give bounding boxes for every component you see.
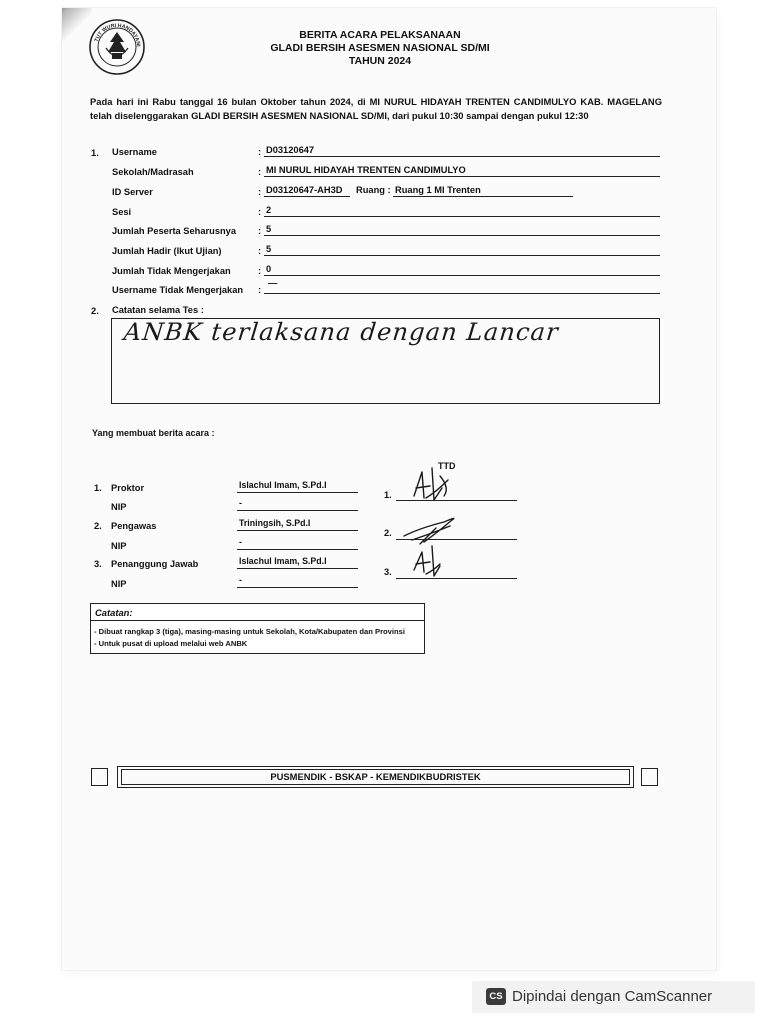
signatory-2-nip-label: NIP — [111, 541, 127, 551]
underline — [264, 293, 660, 294]
colon: : — [258, 206, 262, 217]
field-label-ruang: Ruang : — [356, 185, 391, 195]
signatory-2-name: Triningsih, S.Pd.I — [239, 518, 311, 528]
signatory-2-number: 2. — [94, 521, 102, 531]
colon: : — [258, 146, 262, 157]
signatory-1-nip: - — [239, 498, 242, 508]
underline — [237, 510, 358, 511]
underline — [393, 196, 573, 197]
document-page — [62, 8, 716, 970]
field-value-tidak-mengerjakan: 0 — [266, 264, 272, 274]
colon: : — [258, 225, 262, 236]
field-value-hadir: 5 — [266, 244, 272, 254]
colon: : — [258, 284, 262, 295]
catatan-item-2: - Untuk pusat di upload melalui web ANBK — [94, 639, 248, 648]
signature-1-number: 1. — [384, 490, 392, 500]
signature-2-number: 2. — [384, 528, 392, 538]
field-label-peserta: Jumlah Peserta Seharusnya — [112, 226, 237, 236]
signatory-1-nip-label: NIP — [111, 502, 127, 512]
footer-right-square — [641, 768, 658, 786]
signatory-1-name: Islachul Imam, S.Pd.I — [239, 480, 327, 490]
field-label-username: Username — [112, 147, 157, 157]
camscanner-icon: CS — [486, 988, 506, 1005]
field-label-sekolah: Sekolah/Madrasah — [112, 167, 194, 177]
catatan-box — [90, 603, 425, 654]
signatory-3-role: Penanggung Jawab — [111, 559, 199, 569]
footer-text: PUSMENDIK - BSKAP - KEMENDIKBUDRISTEK — [121, 769, 630, 785]
title-line-1: BERITA ACARA PELAKSANAAN — [299, 29, 461, 41]
catatan-title: Catatan: — [91, 604, 424, 621]
field-label-tidak-mengerjakan: Jumlah Tidak Mengerjakan — [112, 266, 231, 276]
svg-text:TUT WURI HANDAYANI: TUT WURI HANDAYANI — [93, 22, 142, 47]
underline — [264, 176, 660, 177]
underline — [264, 235, 660, 236]
signatory-3-nip-label: NIP — [111, 579, 127, 589]
handwritten-signatures — [400, 458, 470, 588]
signatory-3-nip: - — [239, 575, 242, 585]
field-label-sesi: Sesi — [112, 207, 132, 217]
colon: : — [258, 166, 262, 177]
section-1-number: 1. — [91, 147, 99, 158]
camscanner-text: Dipindai dengan CamScanner — [512, 988, 713, 1005]
field-value-username: D03120647 — [266, 145, 315, 155]
underline — [264, 216, 660, 217]
underline — [264, 275, 660, 276]
underline — [264, 255, 660, 256]
colon: : — [258, 186, 262, 197]
underline — [237, 587, 358, 588]
field-value-ruang: Ruang 1 MI Trenten — [395, 185, 481, 195]
signatory-1-role: Proktor — [111, 483, 145, 493]
document-title — [220, 29, 540, 68]
ttd-label: TTD — [438, 461, 456, 471]
underline — [237, 549, 358, 550]
field-value-peserta: 5 — [266, 224, 272, 234]
field-label-id-server: ID Server — [112, 187, 153, 197]
field-label-hadir: Jumlah Hadir (Ikut Ujian) — [112, 246, 222, 256]
signatory-3-name: Islachul Imam, S.Pd.I — [239, 556, 327, 566]
section-2-label: Catatan selama Tes : — [112, 305, 204, 315]
colon: : — [258, 265, 262, 276]
underline — [237, 530, 358, 531]
title-line-3: TAHUN 2024 — [348, 55, 412, 67]
signatories-heading: Yang membuat berita acara : — [92, 428, 215, 438]
underline — [264, 156, 660, 157]
signatory-3-number: 3. — [94, 559, 102, 569]
tut-wuri-handayani-logo — [88, 18, 146, 76]
footer-left-square — [91, 768, 108, 786]
section-2-number: 2. — [91, 305, 99, 316]
signature-3-number: 3. — [384, 567, 392, 577]
handwritten-note: ANBK terlaksana dengan Lancar — [122, 318, 561, 346]
underline — [237, 568, 358, 569]
field-value-username-tidak: — — [268, 278, 278, 288]
footer-bar — [117, 766, 634, 788]
title-line-2: GLADI BERSIH ASESMEN NASIONAL SD/MI — [270, 42, 490, 54]
signatory-2-nip: - — [239, 537, 242, 547]
intro-paragraph: Pada hari ini Rabu tanggal 16 bulan Oktober tahun 2024, di MI NURUL HIDAYAH TRENTEN CANDIMULYO KAB. MAGELANG telah diselenggarakan GLADI BERSIH ASESMEN NASIONAL SD/MI, dari pukul 10:30 sampai dengan pukul 12:30 — [90, 96, 662, 121]
field-value-sesi: 2 — [266, 205, 272, 215]
signatory-1-number: 1. — [94, 483, 102, 493]
field-value-id-server: D03120647-AH3D — [266, 185, 343, 195]
underline — [237, 492, 358, 493]
field-value-sekolah: MI NURUL HIDAYAH TRENTEN CANDIMULYO — [266, 165, 466, 175]
signatory-2-role: Pengawas — [111, 521, 157, 531]
field-label-username-tidak: Username Tidak Mengerjakan — [112, 285, 244, 295]
catatan-item-1: - Dibuat rangkap 3 (tiga), masing-masing untuk Sekolah, Kota/Kabupaten dan Provinsi — [94, 627, 405, 636]
underline — [264, 196, 350, 197]
colon: : — [258, 245, 262, 256]
